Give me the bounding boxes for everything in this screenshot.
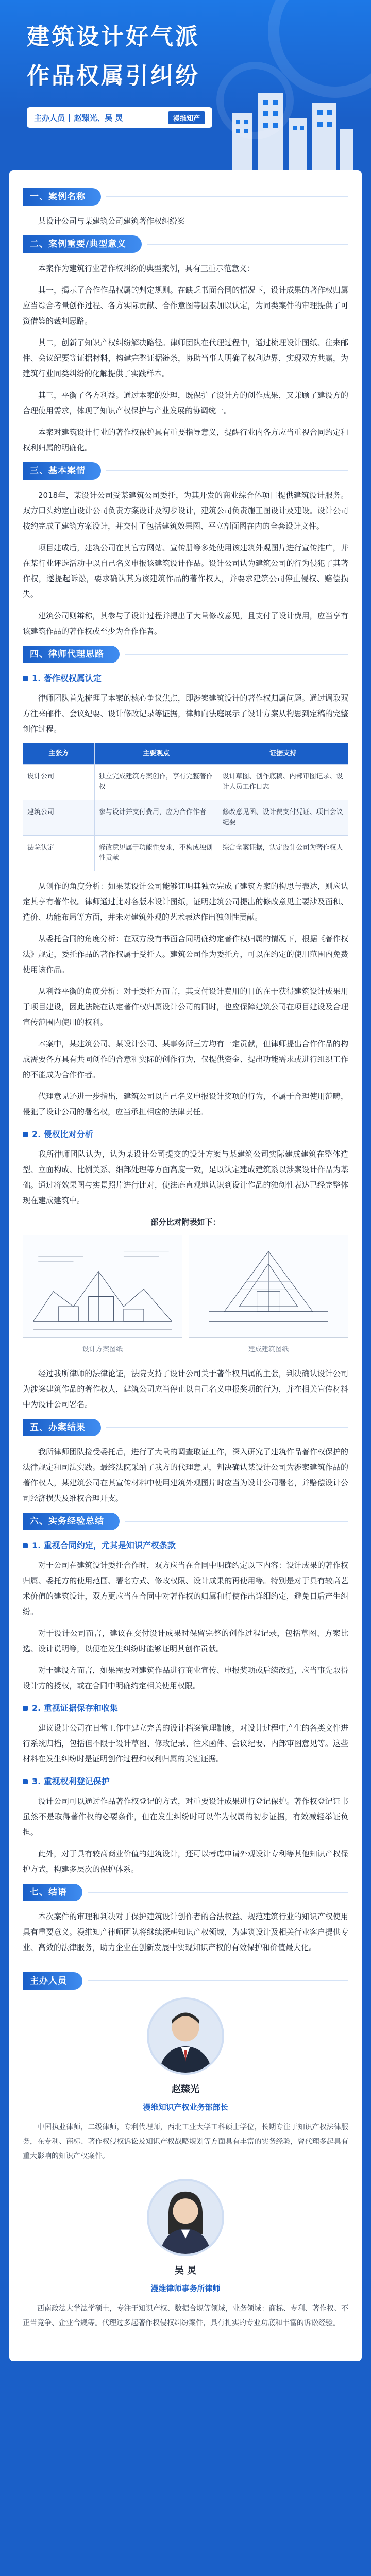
- person-portrait-icon: [149, 2181, 222, 2254]
- section-title: 四、律师代理思路: [23, 646, 120, 663]
- bullet-icon: [23, 1543, 28, 1548]
- table-cell: 设计公司: [23, 765, 95, 800]
- section-experience: [23, 1512, 348, 1877]
- subsection-title-text: 3. 重视权利登记保护: [32, 1776, 110, 1786]
- paragraph: 此外，对于具有较高商业价值的建筑设计，还可以考虑申请外观设计专利等其他知识产权保护方式，构建多层次的保护体系。: [23, 1849, 348, 1874]
- paragraph: 律师团队首先梳理了本案的核心争议焦点，即涉案建筑设计的著作权归属问题。通过调取双方往来邮件、会议纪要、设计修改记录等证据，律师向法庭展示了设计方案从构思到定稿的完整创作过程。: [23, 693, 348, 734]
- subsection-title-text: 1. 著作权权属认定: [32, 673, 102, 683]
- table-cell: 修改意见函、设计费支付凭证、项目会议纪要: [218, 800, 348, 836]
- hero-title-block: [27, 20, 212, 128]
- ownership-comparison-table: [23, 743, 348, 871]
- bullet-icon: [23, 1779, 28, 1784]
- host-label: 主办人员: [34, 113, 65, 123]
- paragraph: 建议设计公司在日常工作中建立完善的设计档案管理制度，对设计过程中产生的各类文件进行系统归档，包括但不限于设计草图、修改记录、往来函件、会议纪要、内部审图意见等。这些材料在发生纠纷时是证明创作过程和权利归属的关键证据。: [23, 1723, 348, 1764]
- paragraph: 从创作的角度分析：如果某设计公司能够证明其独立完成了建筑方案的构思与表达，则应认定其享有著作权。律师通过比对各版本设计图纸，证明建筑公司提出的修改意见主要涉及面积、造价、功能布局等方面，并未对建筑外观的艺术表达作出独创性贡献。: [23, 882, 348, 922]
- table-cell: 参与设计并支付费用，应为合作作者: [94, 800, 218, 836]
- paragraph: 对于建设方而言，如果需要对建筑作品进行商业宣传、申报奖项或后续改造，应当事先取得设计方的授权，或在合同中明确约定相关使用权限。: [23, 1666, 348, 1690]
- paragraph: 代理意见还进一步指出，建筑公司以自己名义申报设计奖项的行为，不属于合理使用范畴，侵犯了设计公司的署名权，应当承担相应的法律责任。: [23, 1092, 348, 1116]
- design-drawing-image: [23, 1235, 182, 1338]
- section-title: 二、案例重要/典型意义: [23, 235, 142, 253]
- section-header: [23, 235, 348, 253]
- built-drawing-image: [189, 1235, 348, 1338]
- paragraph: 设计公司可以通过作品著作权登记的方式，对重要设计成果进行登记保护。著作权登记证书虽然不是取得著作权的必要条件，但在发生纠纷时可以作为权属的初步证据，有效减轻举证负担。: [23, 1797, 348, 1837]
- section-title: 七、结语: [23, 1884, 82, 1901]
- section-title: 三、基本案情: [23, 462, 101, 480]
- paragraph: 本次案件的审理和判决对于保护建筑设计创作者的合法权益、规范建筑行业的知识产权使用具有重要意义。漫维知产律师团队将继续深耕知识产权领域，为建筑设计及相关行业客户提供专业、高效的法律服务，助力企业在创新发展中实现知识产权的有效保护和价值最大化。: [23, 1912, 348, 1952]
- paragraph: 我所律师团队接受委托后，进行了大量的调查取证工作，深入研究了建筑作品著作权保护的法律规定和司法实践。最终法院采纳了我方的代理意见，判决确认某设计公司为涉案建筑作品的著作权人，某建筑公司在其宣传材料中使用建筑外观图片时应当为设计公司署名，并赔偿设计公司经济损失及维权合理开支。: [23, 1447, 348, 1503]
- avatar: [147, 1997, 224, 2075]
- section-header: [23, 188, 348, 206]
- section-title: 一、案例名称: [23, 188, 101, 206]
- bullet-icon: [23, 1706, 28, 1711]
- host-separator: |: [68, 113, 71, 122]
- case-name-text: 某设计公司与某建筑公司建筑著作权纠纷案: [38, 216, 185, 226]
- section-divider: [106, 196, 348, 197]
- section-divider: [125, 1521, 348, 1522]
- hero-host-bar: [27, 107, 212, 128]
- person-name: 吴 炅: [174, 2265, 197, 2276]
- host-names: 赵臻光、吴 炅: [74, 113, 123, 123]
- table-row: [23, 800, 348, 836]
- subsection-title-text: 2. 重视证据保存和收集: [32, 1703, 118, 1713]
- bullet-icon: [23, 676, 28, 681]
- building-illustration: [222, 82, 356, 170]
- section-divider: [88, 1980, 348, 1981]
- person-role: 漫维律师事务所律师: [150, 2284, 221, 2293]
- section-divider: [106, 1427, 348, 1428]
- person-portrait-icon: [149, 1999, 222, 2073]
- subsection-title: [23, 1701, 348, 1716]
- paragraph: 其二，创新了知识产权纠纷解决路径。律师团队在代理过程中，通过梳理设计图纸、往来邮件、会议纪要等证据材料，构建完整证据链条，协助当事人明确了权利边界，实现双方共赢，为建筑行业同类纠纷的化解提供了实践样本。: [23, 338, 348, 378]
- section-lawyer-approach: [23, 645, 348, 1412]
- section-header: [23, 1418, 348, 1437]
- section-header: [23, 1512, 348, 1531]
- paragraph: 其三，平衡了各方利益。通过本案的处理，既保护了设计方的创作成果，又兼顾了建设方的合理使用需求，体现了知识产权保护与产业发展的协调统一。: [23, 391, 348, 415]
- table-header-cell: 证据支持: [218, 743, 348, 765]
- table-cell: 综合全案证据，认定设计公司为著作权人: [218, 836, 348, 871]
- paragraph: 从委托合同的角度分析：在双方没有书面合同明确约定著作权归属的情况下，根据《著作权法》规定，委托作品的著作权属于受托人。建筑公司作为委托方，可以在约定的使用范围内免费使用该作品。: [23, 934, 348, 974]
- figure-label: 部分比对附表如下：: [150, 1217, 221, 1227]
- subsection-title: [23, 1127, 348, 1142]
- content-card: [9, 170, 362, 2361]
- paragraph: 项目建成后，建筑公司在其官方网站、宣传册等多处使用该建筑外观图片进行宣传推广，并在某行业评选活动中以自己名义申报该建筑设计作品。设计公司认为建筑公司的行为侵犯了其著作权，遂提起诉讼，要求确认其为该建筑作品的著作权人，并要求建筑公司停止侵权、赔偿损失。: [23, 543, 348, 599]
- section-title: 主办人员: [23, 1972, 82, 1990]
- person-card: [23, 2179, 348, 2330]
- table-cell: 法院认定: [23, 836, 95, 871]
- section-title: 六、实务经验总结: [23, 1513, 120, 1530]
- section-hosts: [23, 1961, 348, 2330]
- person-bio: 西南政法大学法学硕士，专注于知识产权、数据合规等领域，业务领域：商标、专利、著作权、不正当竞争、企业合规等。代理过多起著作权侵权纠纷案件，具有扎实的专业功底和丰富的诉讼经验。: [23, 2304, 348, 2327]
- person-card: [23, 1997, 348, 2163]
- section-divider: [147, 244, 348, 245]
- person-name: 赵臻光: [172, 2084, 199, 2095]
- hero-title-line1: 建筑设计好气派: [27, 24, 200, 50]
- section-divider: [106, 470, 348, 471]
- paragraph: 本案对建筑设计行业的著作权保护具有重要指导意义，提醒行业内各方应当重视合同约定和权利归属的明确化。: [23, 428, 348, 452]
- section-header: [23, 462, 348, 480]
- paragraph: 建筑公司则辩称，其参与了设计过程并提出了大量修改意见，且支付了设计费用，应当享有该建筑作品的著作权或至少为合作作者。: [23, 611, 348, 636]
- bullet-icon: [23, 1132, 28, 1137]
- person-bio: 中国执业律师，二级律师，专利代理师，西北工业大学工科硕士学位，长期专注于知识产权法律服务，在专利、商标、著作权侵权诉讼及知识产权战略规划等方面具有丰富的实务经验，曾代理多起具有重大影响的知识产权案件。: [23, 2123, 348, 2160]
- table-cell: 建筑公司: [23, 800, 95, 836]
- drawing-caption: 建成建筑图纸: [248, 1346, 289, 1353]
- section-header: [23, 1883, 348, 1902]
- table-cell: 设计草图、创作底稿、内部审图记录、设计人员工作日志: [218, 765, 348, 800]
- table-header-cell: 主要观点: [94, 743, 218, 765]
- section-case-name: [23, 188, 348, 229]
- paragraph: 经过我所律师的法律论证，法院支持了设计公司关于著作权归属的主张，判决确认设计公司为涉案建筑作品的著作权人，建筑公司应当停止以自己名义申报奖项的行为，并在相关宣传材料中为设计公司署名。: [23, 1369, 348, 1409]
- paragraph: 对于公司在建筑设计委托合作时，双方应当在合同中明确约定以下内容：设计成果的著作权归属、委托方的使用范围、署名方式、修改权限、设计成果的再使用等。特别是对于具有较高艺术价值的建筑设计，双方更应当在合同中对著作权的归属和行使作出详细约定，避免日后产生纠纷。: [23, 1561, 348, 1616]
- table-header-row: [23, 743, 348, 765]
- section-title: 五、办案结果: [23, 1419, 101, 1436]
- subsection-title: [23, 671, 348, 686]
- subsection-title-text: 1. 重视合同约定，尤其是知识产权条款: [32, 1540, 176, 1550]
- section-header: [23, 1972, 348, 1990]
- subsection-title-text: 2. 侵权比对分析: [32, 1129, 93, 1139]
- person-role: 漫维知识产权业务部部长: [143, 2103, 228, 2112]
- hero-banner: [0, 0, 371, 170]
- section-header: [23, 645, 348, 664]
- table-row: [23, 836, 348, 871]
- paragraph: 我所律师团队认为，认为某设计公司提交的设计方案与某建筑公司实际建成建筑在整体造型、立面构成、比例关系、细部处理等方面高度一致，足以认定建成建筑系以涉案设计作品为基础。通过将效果图与实景照片进行比对，使法庭直观地认识到设计作品的独创性表达已经完整体现在建成建筑中。: [23, 1149, 348, 1205]
- paragraph: 本案作为建筑行业著作权纠纷的典型案例，具有三重示范意义：: [38, 264, 255, 273]
- subsection-title: [23, 1538, 348, 1553]
- section-divider: [125, 654, 348, 655]
- section-result: [23, 1418, 348, 1506]
- section-divider: [88, 1892, 348, 1893]
- paragraph: 2018年，某设计公司受某建筑公司委托，为其开发的商业综合体项目提供建筑设计服务。双方口头约定由设计公司负责方案设计及初步设计，建筑公司负责施工图设计及建设。设计公司按约完成了建筑方案设计，并交付了包括建筑效果图、平立剖面图在内的全套设计文件。: [23, 490, 348, 531]
- drawing-comparison: [23, 1235, 348, 1338]
- drawing-caption: 设计方案图纸: [82, 1346, 123, 1353]
- avatar: [147, 2179, 224, 2256]
- drawing-captions: [23, 1342, 348, 1358]
- paragraph: 从利益平衡的角度分析：对于委托方而言，其支付设计费用的目的在于获得建筑设计成果用于项目建设，因此法院在认定著作权归属设计公司的同时，也应保障建筑公司在项目建设及合理宣传范围内使用的权利。: [23, 987, 348, 1027]
- table-header-cell: 主张方: [23, 743, 95, 765]
- paragraph: 对于设计公司而言，建议在交付设计成果时保留完整的创作过程记录，包括草图、方案比选、设计说明等，以便在发生纠纷时能够证明其创作贡献。: [23, 1629, 348, 1653]
- section-conclusion: [23, 1883, 348, 1955]
- paragraph: 其一，揭示了合作作品权属的判定规则。在缺乏书面合同的情况下，设计成果的著作权归属应当综合考量创作过程、各方实际贡献、合作意图等因素加以认定，为同类案件的审理提供了可资借鉴的裁判思路。: [23, 285, 348, 326]
- brand-badge: 漫维知产: [168, 111, 205, 124]
- table-cell: 修改意见属于功能性要求，不构成独创性贡献: [94, 836, 218, 871]
- table-cell: 独立完成建筑方案创作，享有完整著作权: [94, 765, 218, 800]
- hero-title-line2: 作品权属引纠纷: [27, 63, 200, 89]
- section-significance: [23, 235, 348, 455]
- paragraph: 本案中，某建筑公司、某设计公司、某事务所三方均有一定贡献，但律师提出合作作品的构成需要各方具有共同创作的合意和实际的创作行为，仅提供资金、提出功能需求或进行组织工作的不能成为合作作者。: [23, 1039, 348, 1079]
- subsection-title: [23, 1774, 348, 1789]
- table-row: [23, 765, 348, 800]
- section-facts: [23, 462, 348, 639]
